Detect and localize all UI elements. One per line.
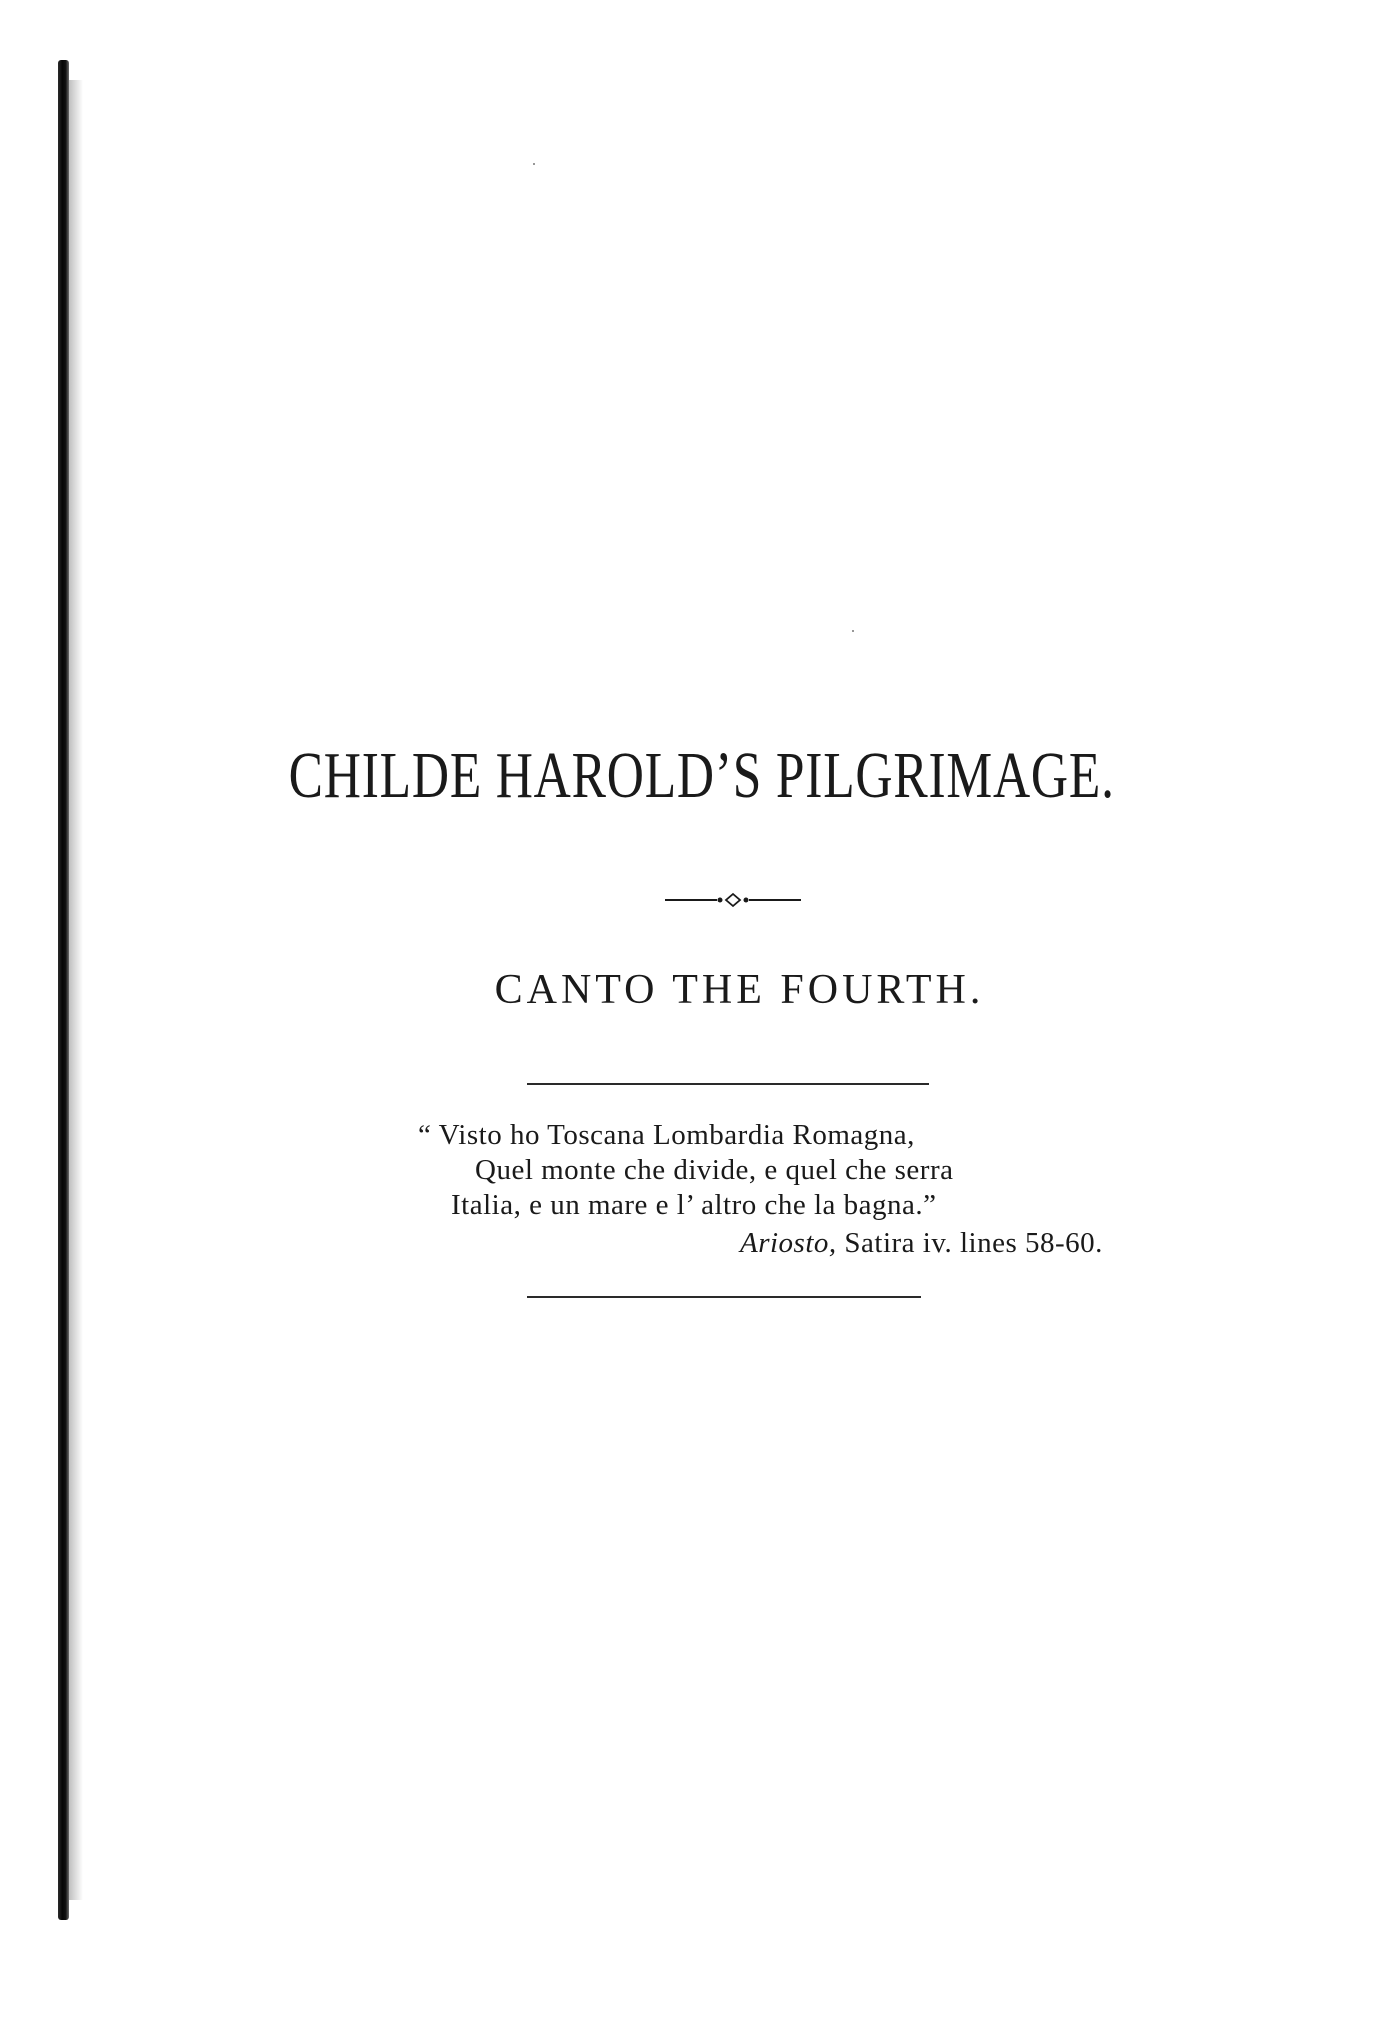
paper-speck	[533, 163, 535, 165]
citation-source: Satira iv. lines 58-60.	[836, 1227, 1103, 1259]
horizontal-rule	[527, 1296, 921, 1298]
paper-speck	[852, 630, 854, 632]
epigraph-line: Italia, e un mare e l’ altro che la bagna.”	[451, 1189, 937, 1221]
epigraph-citation	[740, 1226, 1103, 1261]
book-title: CHILDE HAROLD’S PILGRIMAGE.	[288, 739, 1115, 812]
epigraph-line: “ Visto ho Toscana Lombardia Romagna,	[418, 1119, 915, 1151]
horizontal-rule	[527, 1083, 929, 1085]
diamond-rule-ornament-icon	[665, 891, 801, 909]
citation-author: Ariosto,	[740, 1227, 837, 1259]
epigraph-line: Quel monte che divide, e quel che serra	[475, 1154, 954, 1186]
canto-heading: CANTO THE FOURTH.	[494, 967, 985, 1013]
